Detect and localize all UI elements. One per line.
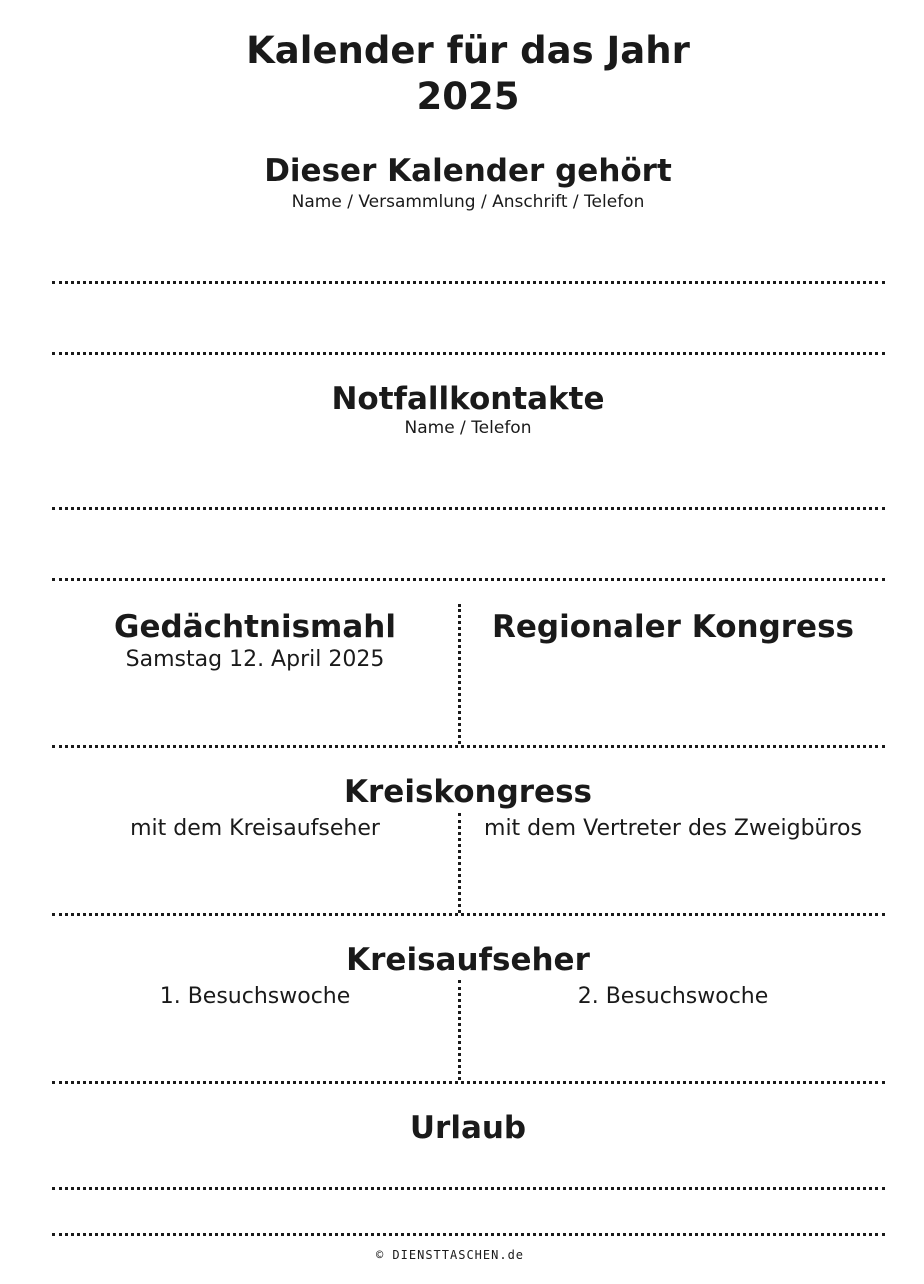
circuit-overseer-right: 2. Besuchswoche: [577, 984, 769, 1009]
owner-subtitle: Name / Versammlung / Anschrift / Telefon: [291, 192, 645, 212]
vacation-heading: Urlaub: [409, 1110, 527, 1146]
emergency-line-1[interactable]: [52, 507, 885, 510]
section-line-3: [52, 745, 885, 748]
page-title: [0, 28, 924, 120]
vacation-line-1[interactable]: [52, 1187, 885, 1190]
circuit-assembly-left: mit dem Kreisaufseher: [130, 816, 380, 841]
owner-heading: Dieser Kalender gehört: [264, 153, 672, 189]
circuit-overseer-left: 1. Besuchswoche: [159, 984, 351, 1009]
emergency-subtitle: Name / Telefon: [404, 418, 532, 438]
circuit-assembly-right: mit dem Vertreter des Zweigbüros: [484, 816, 862, 841]
emergency-line-2[interactable]: [52, 578, 885, 581]
emergency-heading: Notfallkontakte: [331, 381, 605, 417]
memorial-date: Samstag 12. April 2025: [125, 647, 385, 672]
circuit-overseer-heading: Kreisaufseher: [346, 942, 590, 978]
section-line-5: [52, 1081, 885, 1084]
regional-heading: Regionaler Kongress: [492, 609, 854, 645]
page-title-line1: Kalender für das Jahr: [246, 29, 690, 72]
circuit-assembly-heading: Kreiskongress: [344, 774, 592, 810]
owner-line-2[interactable]: [52, 352, 885, 355]
section-line-4: [52, 913, 885, 916]
page-title-year: 2025: [416, 75, 520, 118]
memorial-heading: Gedächtnismahl: [114, 609, 396, 645]
owner-line-1[interactable]: [52, 281, 885, 284]
footer-copyright: © DIENSTTASCHEN.de: [375, 1248, 525, 1262]
vacation-line-2[interactable]: [52, 1233, 885, 1236]
